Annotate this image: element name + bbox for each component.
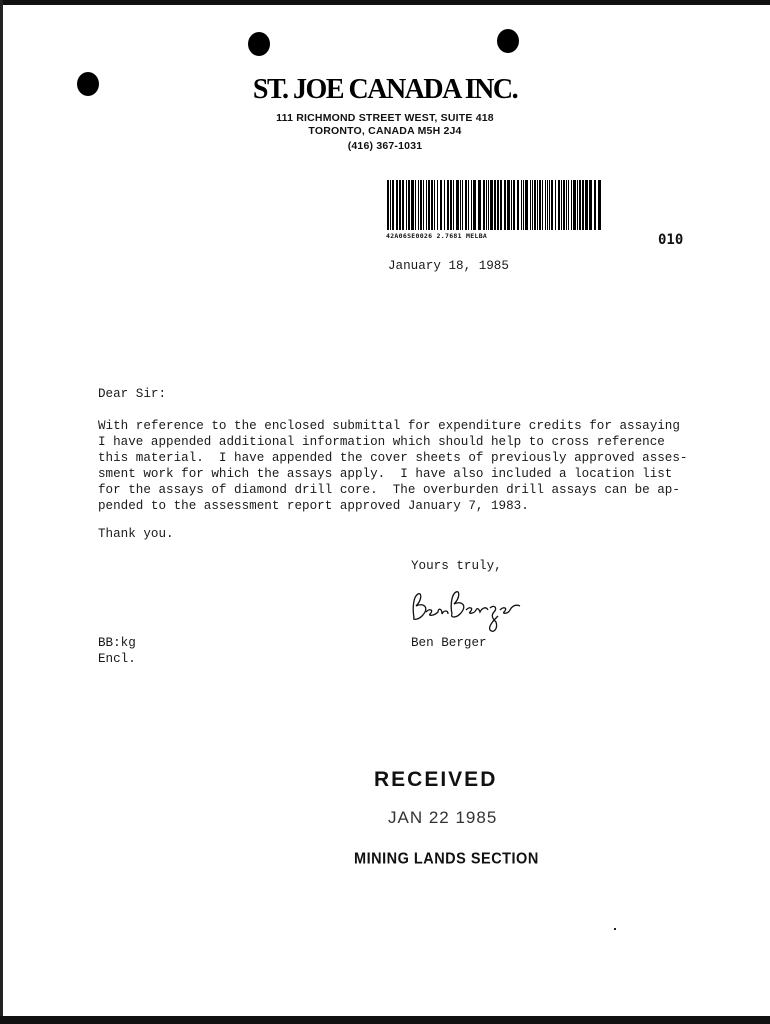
barcode-bar [517, 180, 519, 230]
barcode-bar [504, 180, 506, 230]
barcode-bar [486, 180, 487, 230]
barcode-bar [418, 180, 419, 230]
barcode-bar [456, 180, 459, 230]
barcode-bar [478, 180, 481, 230]
barcode-bar [500, 180, 502, 230]
barcode-bar [566, 180, 567, 230]
barcode-bar [577, 180, 578, 230]
barcode-bar [525, 180, 528, 230]
typist-initials: BB:kg [98, 636, 136, 650]
body-line: this material. I have appended the cover sheets of previously approved asses- [98, 451, 688, 465]
barcode-label: 42A06SE0026 2.7681 MELBA [386, 232, 488, 240]
body-line: sment work for which the assays apply. I have also included a location list [98, 467, 673, 481]
barcode-bar [539, 180, 541, 230]
barcode-bar [513, 180, 515, 230]
barcode-bar [447, 180, 449, 230]
received-stamp-section: MINING LANDS SECTION [354, 850, 539, 868]
barcode-bar [465, 180, 467, 230]
barcode-bar [507, 180, 510, 230]
barcode-bar [521, 180, 522, 230]
signer-name: Ben Berger [411, 636, 487, 650]
letter-date: January 18, 1985 [388, 259, 509, 273]
body-line: pended to the assessment report approved January 7, 1983. [98, 499, 529, 513]
barcode-bar [547, 180, 548, 230]
punch-hole [497, 29, 519, 53]
barcode-bar [542, 180, 543, 230]
barcode-bar [462, 180, 463, 230]
barcode-bar [558, 180, 560, 230]
company-name: ST. JOE CANADA INC. [252, 74, 518, 105]
body-line: for the assays of diamond drill core. The overburden drill assays can be ap- [98, 483, 680, 497]
page-bottom-border [0, 1016, 770, 1024]
closing: Yours truly, [411, 559, 502, 573]
page-left-border [0, 0, 3, 1024]
barcode-bar [453, 180, 454, 230]
barcode-bar [450, 180, 452, 230]
company-address-line1: 111 RICHMOND STREET WEST, SUITE 418 [276, 112, 494, 124]
page-top-border [0, 0, 770, 5]
barcode-bar [468, 180, 469, 230]
barcode-bar [444, 180, 445, 230]
barcode-bar [490, 180, 493, 230]
barcode-bar [563, 180, 565, 230]
barcode-bar [434, 180, 435, 230]
barcode-bar [511, 180, 512, 230]
barcode-bar [494, 180, 496, 230]
barcode [386, 180, 604, 230]
barcode-bar [471, 180, 472, 230]
received-stamp-title: RECEIVED [374, 768, 498, 791]
barcode-bar [440, 180, 442, 230]
salutation: Dear Sir: [98, 387, 167, 401]
scan-speck [614, 928, 616, 930]
barcode-bar [568, 180, 569, 230]
barcode-bar [555, 180, 556, 230]
barcode-bar [423, 180, 424, 230]
barcode-bar [598, 180, 601, 230]
barcode-bar [585, 180, 588, 230]
barcode-bar [537, 180, 538, 230]
handwritten-signature [408, 584, 528, 644]
barcode-bar [420, 180, 422, 230]
barcode-bar [402, 180, 404, 230]
barcode-bar [571, 180, 572, 230]
barcode-bar [497, 180, 499, 230]
barcode-bar [396, 180, 398, 230]
barcode-bar [523, 180, 524, 230]
barcode-bar [392, 180, 394, 230]
barcode-bar [551, 180, 553, 230]
barcode-bar [428, 180, 430, 230]
body-line: With reference to the enclosed submittal for expenditure credits for assaying [98, 419, 680, 433]
barcode-bar [594, 180, 596, 230]
barcode-bar [532, 180, 533, 230]
barcode-bar [483, 180, 485, 230]
barcode-bar [573, 180, 576, 230]
company-address-line2: TORONTO, CANADA M5H 2J4 [308, 125, 462, 137]
barcode-bar [390, 180, 391, 230]
barcode-bar [415, 180, 416, 230]
company-phone: (416) 367-1031 [347, 140, 423, 152]
enclosure-note: Encl. [98, 652, 136, 666]
barcode-bar [473, 180, 476, 230]
barcode-bar [399, 180, 401, 230]
received-stamp-date: JAN 22 1985 [388, 808, 498, 827]
body-line: I have appended additional information which should help to cross reference [98, 435, 665, 449]
barcode-bar [545, 180, 546, 230]
barcode-bar [530, 180, 531, 230]
barcode-bar [408, 180, 410, 230]
barcode-bar [411, 180, 414, 230]
barcode-bar [589, 180, 592, 230]
document-number: 010 [658, 232, 684, 248]
thanks-line: Thank you. [98, 527, 174, 541]
barcode-bar [579, 180, 581, 230]
barcode-bar [387, 180, 389, 230]
barcode-bar [534, 180, 536, 230]
barcode-bar [582, 180, 584, 230]
barcode-bar [460, 180, 461, 230]
barcode-bar [488, 180, 489, 230]
barcode-bar [406, 180, 407, 230]
punch-hole [248, 32, 270, 56]
barcode-bar [561, 180, 562, 230]
barcode-bar [549, 180, 550, 230]
barcode-bar [426, 180, 427, 230]
barcode-bar [431, 180, 433, 230]
barcode-bar [437, 180, 438, 230]
